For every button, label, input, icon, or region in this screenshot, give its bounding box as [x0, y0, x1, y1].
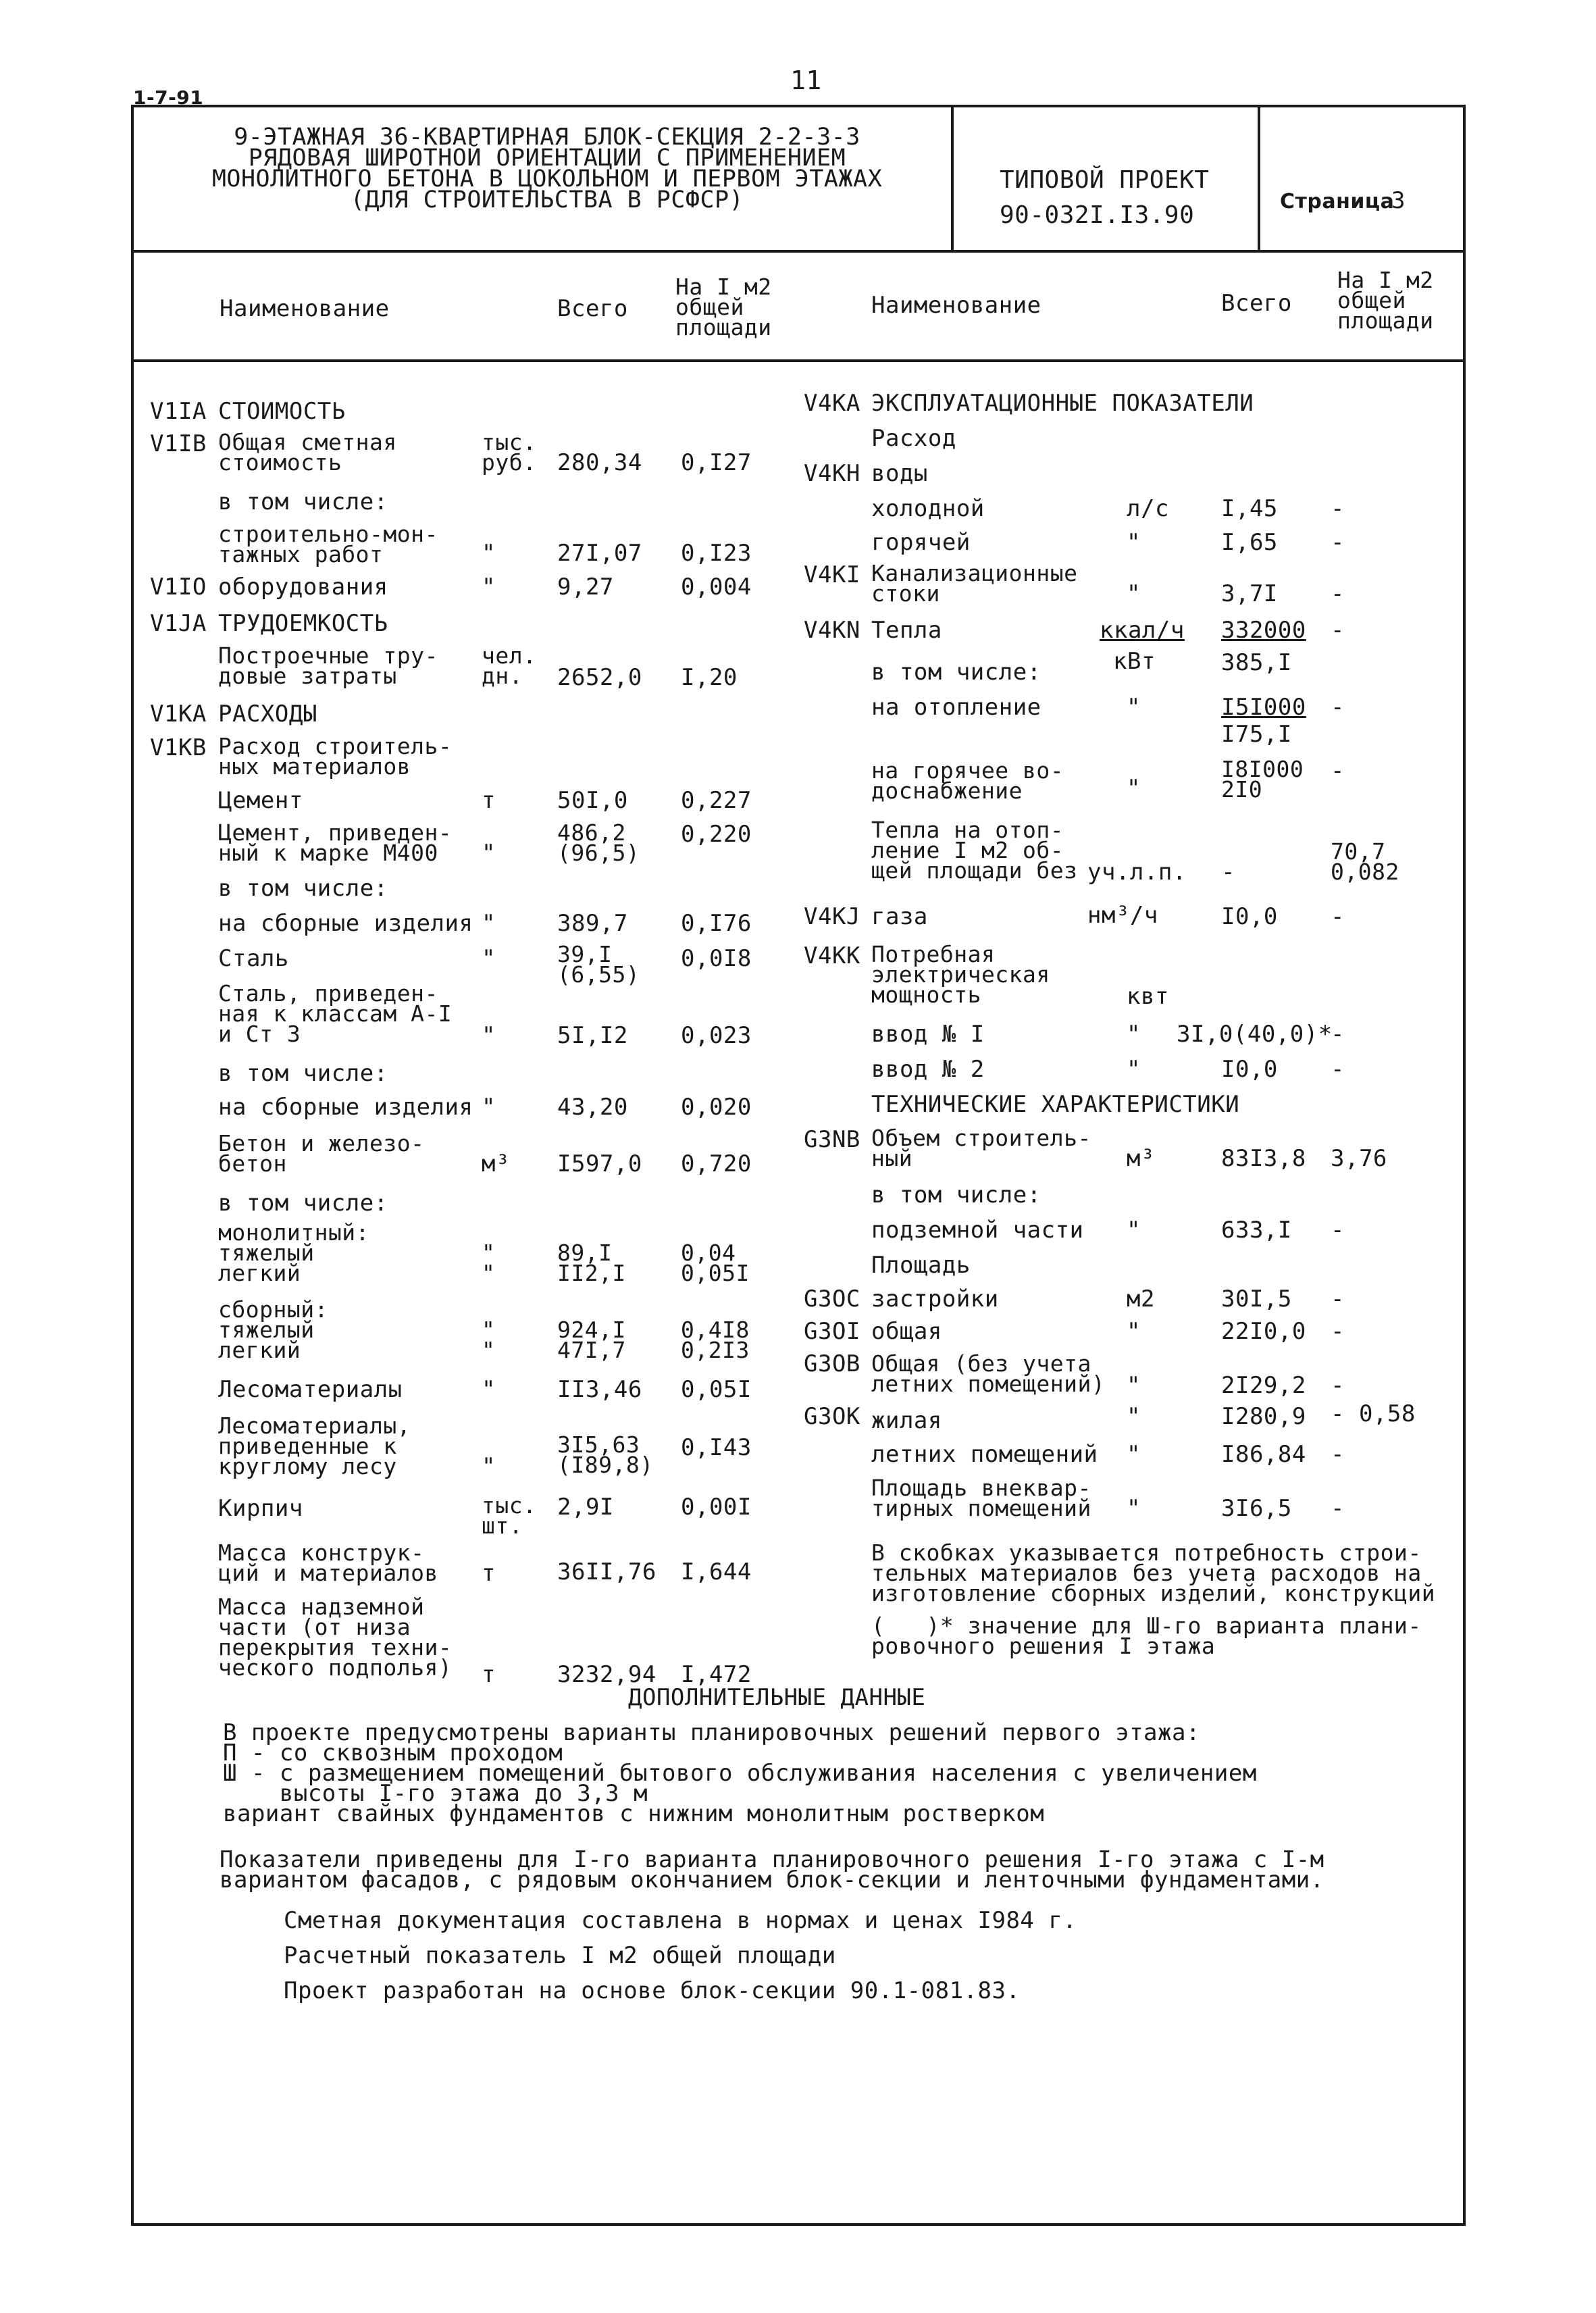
- right-total-24: I280,9: [1221, 1403, 1306, 1430]
- right-total-12: I0,0: [1221, 903, 1278, 930]
- left-unit-25: т: [482, 1661, 496, 1688]
- right-per-12: -: [1331, 903, 1345, 930]
- title-vline-2: [1258, 105, 1260, 251]
- right-per-4: -: [1331, 529, 1345, 556]
- right-unit-8: ": [1127, 694, 1141, 721]
- right-name-14: ввод № I: [871, 1021, 985, 1048]
- title-vline-1: [951, 105, 954, 251]
- left-name-24: Масса конструк- ций и материалов: [218, 1540, 438, 1586]
- right-name-0: ЭКСПЛУАТАЦИОННЫЕ ПОКАЗАТЕЛИ: [871, 390, 1254, 417]
- right-per-17: 3,76: [1331, 1145, 1387, 1172]
- left-unit-6: чел. дн.: [482, 642, 537, 689]
- left-per-16: 0,020: [681, 1094, 752, 1121]
- right-unit-25: ": [1127, 1441, 1141, 1468]
- left-unit-12: ": [482, 910, 496, 937]
- right-name-1: Расход: [871, 425, 956, 452]
- left-per-21: 0,05I: [681, 1376, 752, 1403]
- right-name-23: Общая (без учета летних помещений): [871, 1350, 1106, 1397]
- right-name-20: Площадь: [871, 1252, 971, 1279]
- left-total-3: 27I,07: [557, 540, 642, 567]
- right-unit-13: квт: [1127, 983, 1169, 1010]
- right-name-22: общая: [871, 1318, 942, 1345]
- left-name-16: на сборные изделия: [218, 1094, 473, 1121]
- right-name-18: в том числе:: [871, 1181, 1041, 1209]
- right-code-5: V4KI: [804, 561, 860, 588]
- left-name-19: монолитный: тяжелый легкий: [218, 1219, 370, 1286]
- left-code-4: V1IO: [150, 574, 207, 601]
- left-name-20: сборный: тяжелый легкий: [218, 1296, 328, 1363]
- left-total-25: 3232,94: [557, 1661, 657, 1688]
- right-total-14: 3I,0(40,0)*: [1177, 1021, 1333, 1048]
- right-name-24: жилая: [871, 1407, 942, 1434]
- right-unit-24: ": [1127, 1403, 1141, 1430]
- project-label: ТИПОВОЙ ПРОЕКТ: [1000, 166, 1210, 194]
- left-unit-13: ": [482, 945, 496, 972]
- note-brackets: В скобках указывается потребность строи- тельных материалов без учета расходов на изготовление сборных изделий, конструкций: [871, 1540, 1436, 1606]
- left-name-13: Сталь: [218, 945, 289, 972]
- left-name-0: СТОИМОСТЬ: [218, 398, 346, 425]
- left-name-25: Масса надземной части (от низа перекрытия техни- ческого подполья): [218, 1594, 453, 1681]
- right-name-12: газа: [871, 903, 928, 930]
- left-total-6: 2652,0: [557, 664, 642, 691]
- note-star: ( )* значение для Ш-го варианта плани- ровочного решения I этажа: [871, 1612, 1422, 1659]
- right-per-21: -: [1331, 1286, 1345, 1313]
- additional-title: ДОПОЛНИТЕЛЬНЫЕ ДАННЫЕ: [628, 1684, 926, 1711]
- additional-basis: Проект разработан на основе блок-секции 90.1-081.83.: [284, 1977, 1021, 2004]
- title-line-4: (ДЛЯ СТРОИТЕЛЬСТВА В РСФСР): [350, 186, 744, 213]
- left-name-5: ТРУДОЕМКОСТЬ: [218, 610, 388, 637]
- left-unit-16: ": [482, 1094, 496, 1121]
- left-total-24: 36II,76: [557, 1558, 657, 1585]
- right-unit-5: ": [1127, 580, 1141, 607]
- right-total-15: I0,0: [1221, 1056, 1278, 1083]
- right-total-7: 385,I: [1221, 649, 1292, 676]
- left-name-17: Бетон и железо- бетон: [218, 1130, 425, 1177]
- right-total-17: 83I3,8: [1221, 1145, 1306, 1172]
- sheet-label: Страница: [1280, 190, 1395, 213]
- right-per-14: -: [1331, 1021, 1345, 1048]
- right-code-0: V4KA: [804, 390, 860, 417]
- right-code-22: G3OI: [804, 1318, 860, 1345]
- right-name-8: на отопление: [871, 694, 1041, 721]
- page-number: 11: [790, 66, 822, 95]
- hdr-total-right: Всего: [1221, 290, 1292, 317]
- right-per-8: -: [1331, 694, 1345, 721]
- right-per-26: -: [1331, 1495, 1345, 1522]
- left-per-6: I,20: [681, 664, 738, 691]
- right-total-4: I,65: [1221, 529, 1278, 556]
- right-per-11: 70,7 0,082: [1331, 838, 1399, 885]
- left-per-1: 0,I27: [681, 449, 752, 476]
- left-name-11: в том числе:: [218, 875, 388, 902]
- right-total-21: 30I,5: [1221, 1286, 1292, 1313]
- right-total-6: 332000: [1221, 617, 1306, 644]
- left-per-13: 0,0I8: [681, 945, 752, 972]
- left-per-25: I,472: [681, 1661, 752, 1688]
- right-unit-23: ": [1127, 1372, 1141, 1399]
- right-total-22: 22I0,0: [1221, 1318, 1306, 1345]
- right-name-3: холодной: [871, 495, 985, 522]
- right-total-5: 3,7I: [1221, 580, 1278, 607]
- left-name-6: Построечные тру- довые затраты: [218, 642, 438, 689]
- left-name-21: Лесоматериалы: [218, 1376, 403, 1403]
- left-name-2: в том числе:: [218, 488, 388, 515]
- right-total-9: I75,I: [1221, 721, 1292, 748]
- right-unit-26: ": [1127, 1495, 1141, 1522]
- header-divider: [131, 359, 1466, 362]
- right-total-23: 2I29,2: [1221, 1372, 1306, 1399]
- right-per-5: -: [1331, 580, 1345, 607]
- left-per-12: 0,I76: [681, 910, 752, 937]
- title-divider: [131, 250, 1466, 253]
- project-number: 90-032I.I3.90: [1000, 201, 1195, 229]
- right-total-3: I,45: [1221, 495, 1278, 522]
- right-per-19: -: [1331, 1217, 1345, 1244]
- left-name-18: в том числе:: [218, 1190, 388, 1217]
- additional-variants: В проекте предусмотрены варианты планировочных решений первого этажа: П - со сквозным проходом Ш - с размещением помещений бытового обслуживания населения с увеличением высоты I-го этажа до 3,3 м вариант свайных фундаментов с нижним монолитным ростверком: [223, 1719, 1257, 1827]
- left-name-8: Расход строитель- ных материалов: [218, 733, 453, 780]
- left-total-17: I597,0: [557, 1150, 642, 1177]
- right-name-16: ТЕХНИЧЕСКИЕ ХАРАКТЕРИСТИКИ: [871, 1091, 1240, 1118]
- left-per-10: 0,220: [681, 821, 752, 848]
- left-per-19: 0,04 0,05I: [681, 1240, 750, 1286]
- right-name-11: Тепла на отоп- ление I м2 об- щей площади без: [871, 817, 1078, 884]
- right-unit-19: ": [1127, 1217, 1141, 1244]
- right-per-22: -: [1331, 1318, 1345, 1345]
- left-code-1: V1IB: [150, 430, 207, 457]
- title-line-1: 9-ЭТАЖНАЯ 36-КВАРТИРНАЯ БЛОК-СЕКЦИЯ 2-2-3-3: [234, 124, 860, 151]
- right-unit-10: ": [1127, 775, 1141, 802]
- left-unit-20: " ": [482, 1317, 496, 1363]
- right-unit-7: кВт: [1113, 648, 1156, 675]
- left-name-23: Кирпич: [218, 1495, 303, 1522]
- title-line-3: МОНОЛИТНОГО БЕТОНА В ЦОКОЛЬНОМ И ПЕРВОМ ЭТАЖАХ: [211, 166, 883, 193]
- right-per-24: - 0,58: [1331, 1400, 1416, 1427]
- left-per-23: 0,00I: [681, 1494, 752, 1521]
- left-per-24: I,644: [681, 1558, 752, 1585]
- left-unit-1: тыс. руб.: [482, 429, 537, 476]
- left-name-7: РАСХОДЫ: [218, 701, 317, 728]
- right-name-7: в том числе:: [871, 659, 1041, 686]
- left-per-4: 0,004: [681, 574, 752, 601]
- left-total-12: 389,7: [557, 910, 628, 937]
- left-unit-10: ": [482, 840, 496, 867]
- title-line-2: РЯДОВАЯ ШИРОТНОЙ ОРИЕНТАЦИИ С ПРИМЕНЕНИЕМ: [248, 145, 846, 172]
- right-unit-21: м2: [1127, 1286, 1155, 1313]
- left-name-1: Общая сметная стоимость: [218, 429, 397, 476]
- right-unit-6: ккал/ч: [1100, 617, 1185, 644]
- right-unit-15: ": [1127, 1056, 1141, 1083]
- left-name-12: на сборные изделия: [218, 910, 473, 937]
- left-total-19: 89,I II2,I: [557, 1240, 626, 1286]
- right-total-19: 633,I: [1221, 1217, 1292, 1244]
- left-total-16: 43,20: [557, 1094, 628, 1121]
- right-total-25: I86,84: [1221, 1441, 1306, 1468]
- left-total-13: 39,I (6,55): [557, 941, 640, 988]
- left-total-14: 5I,I2: [557, 1022, 628, 1049]
- left-unit-14: ": [482, 1022, 496, 1049]
- right-total-8: I5I000: [1221, 694, 1306, 721]
- left-total-10: 486,2 (96,5): [557, 819, 640, 866]
- right-total-10: I8I000 2I0: [1221, 756, 1304, 803]
- left-per-3: 0,I23: [681, 540, 752, 567]
- left-name-10: Цемент, приведен- ный к марке М400: [218, 819, 453, 866]
- left-total-20: 924,I 47I,7: [557, 1317, 626, 1363]
- right-unit-4: ": [1127, 529, 1141, 556]
- left-unit-9: т: [482, 787, 496, 814]
- right-per-15: -: [1331, 1056, 1345, 1083]
- left-unit-19: " ": [482, 1240, 496, 1286]
- hdr-total-left: Всего: [557, 295, 628, 322]
- right-code-13: V4KK: [804, 942, 860, 969]
- left-per-22: 0,I43: [681, 1434, 752, 1461]
- right-unit-3: л/с: [1127, 495, 1169, 522]
- right-code-2: V4KH: [804, 460, 860, 487]
- left-unit-21: ": [482, 1376, 496, 1403]
- left-total-21: II3,46: [557, 1376, 642, 1403]
- left-per-17: 0,720: [681, 1150, 752, 1177]
- right-code-17: G3NB: [804, 1126, 860, 1153]
- left-unit-17: м³: [482, 1150, 510, 1177]
- additional-calc: Расчетный показатель I м2 общей площади: [284, 1942, 836, 1969]
- right-total-26: 3I6,5: [1221, 1495, 1292, 1522]
- additional-indicators: Показатели приведены для I-го варианта планировочного решения I-го этажа с I-м вариантом фасадов, с рядовым окончанием блок-секции и ленточными фундаментами.: [220, 1846, 1324, 1893]
- left-unit-24: т: [482, 1560, 496, 1587]
- left-code-5: V1JA: [150, 610, 207, 637]
- left-name-14: Сталь, приведен- ная к классам А-I и Ст 3: [218, 980, 453, 1047]
- right-per-6: -: [1331, 617, 1345, 644]
- right-name-15: ввод № 2: [871, 1056, 985, 1083]
- sheet-number: 3: [1391, 187, 1406, 214]
- left-name-3: строительно-мон- тажных работ: [218, 521, 438, 567]
- right-per-10: -: [1331, 757, 1345, 784]
- right-unit-11: уч.л.п.: [1087, 859, 1187, 886]
- left-total-9: 50I,0: [557, 787, 628, 814]
- left-name-22: Лесоматериалы, приведенные к круглому лесу: [218, 1413, 411, 1479]
- sheet-code: 1-7-91: [133, 86, 204, 109]
- additional-estimate: Сметная документация составлена в нормах и ценах I984 г.: [284, 1907, 1077, 1934]
- left-code-7: V1KA: [150, 701, 207, 728]
- right-code-6: V4KN: [804, 617, 860, 644]
- right-total-11: -: [1221, 859, 1235, 886]
- right-name-17: Объем строитель- ный: [871, 1125, 1091, 1171]
- left-per-14: 0,023: [681, 1022, 752, 1049]
- right-name-4: горячей: [871, 529, 971, 556]
- left-code-0: V1IA: [150, 398, 207, 425]
- left-per-20: 0,4I8 0,2I3: [681, 1317, 750, 1363]
- left-code-8: V1KB: [150, 734, 207, 761]
- right-name-13: Потребная электрическая мощность: [871, 941, 1050, 1008]
- left-unit-3: ": [482, 540, 496, 567]
- right-code-21: G3OC: [804, 1286, 860, 1313]
- right-name-21: застройки: [871, 1286, 999, 1313]
- hdr-name-right: Наименование: [871, 292, 1041, 319]
- right-name-26: Площадь внеквар- тирных помещений: [871, 1475, 1091, 1521]
- right-per-3: -: [1331, 495, 1345, 522]
- left-name-15: в том числе:: [218, 1060, 388, 1087]
- left-name-4: оборудования: [218, 574, 388, 601]
- right-code-24: G3OK: [804, 1403, 860, 1430]
- left-per-9: 0,227: [681, 787, 752, 814]
- right-unit-14: ": [1127, 1021, 1141, 1048]
- left-name-9: Цемент: [218, 787, 303, 814]
- left-unit-22: ": [482, 1453, 496, 1480]
- left-total-22: 3I5,63 (I89,8): [557, 1431, 654, 1478]
- right-code-23: G3OB: [804, 1350, 860, 1377]
- left-unit-23: тыс. шт.: [482, 1492, 537, 1539]
- right-unit-17: м³: [1127, 1145, 1155, 1172]
- right-per-23: -: [1331, 1372, 1345, 1399]
- hdr-per-right: На I м2 общей площади: [1337, 267, 1434, 334]
- right-code-12: V4KJ: [804, 903, 860, 930]
- right-unit-12: нм³/ч: [1087, 902, 1158, 929]
- left-unit-4: ": [482, 574, 496, 601]
- right-name-25: летних помещений: [871, 1441, 1098, 1468]
- right-name-5: Канализационные стоки: [871, 560, 1078, 607]
- right-unit-22: ": [1127, 1318, 1141, 1345]
- left-total-23: 2,9I: [557, 1494, 614, 1521]
- right-per-25: -: [1331, 1441, 1345, 1468]
- right-name-6: Тепла: [871, 617, 942, 644]
- right-name-10: на горячее во- доснабжение: [871, 757, 1064, 804]
- left-total-4: 9,27: [557, 574, 614, 601]
- right-name-2: воды: [871, 460, 928, 487]
- left-total-1: 280,34: [557, 449, 642, 476]
- hdr-name-left: Наименование: [220, 295, 390, 322]
- title-block: [203, 124, 892, 213]
- right-name-19: подземной части: [871, 1217, 1084, 1244]
- hdr-per-left: На I м2 общей площади: [675, 274, 772, 340]
